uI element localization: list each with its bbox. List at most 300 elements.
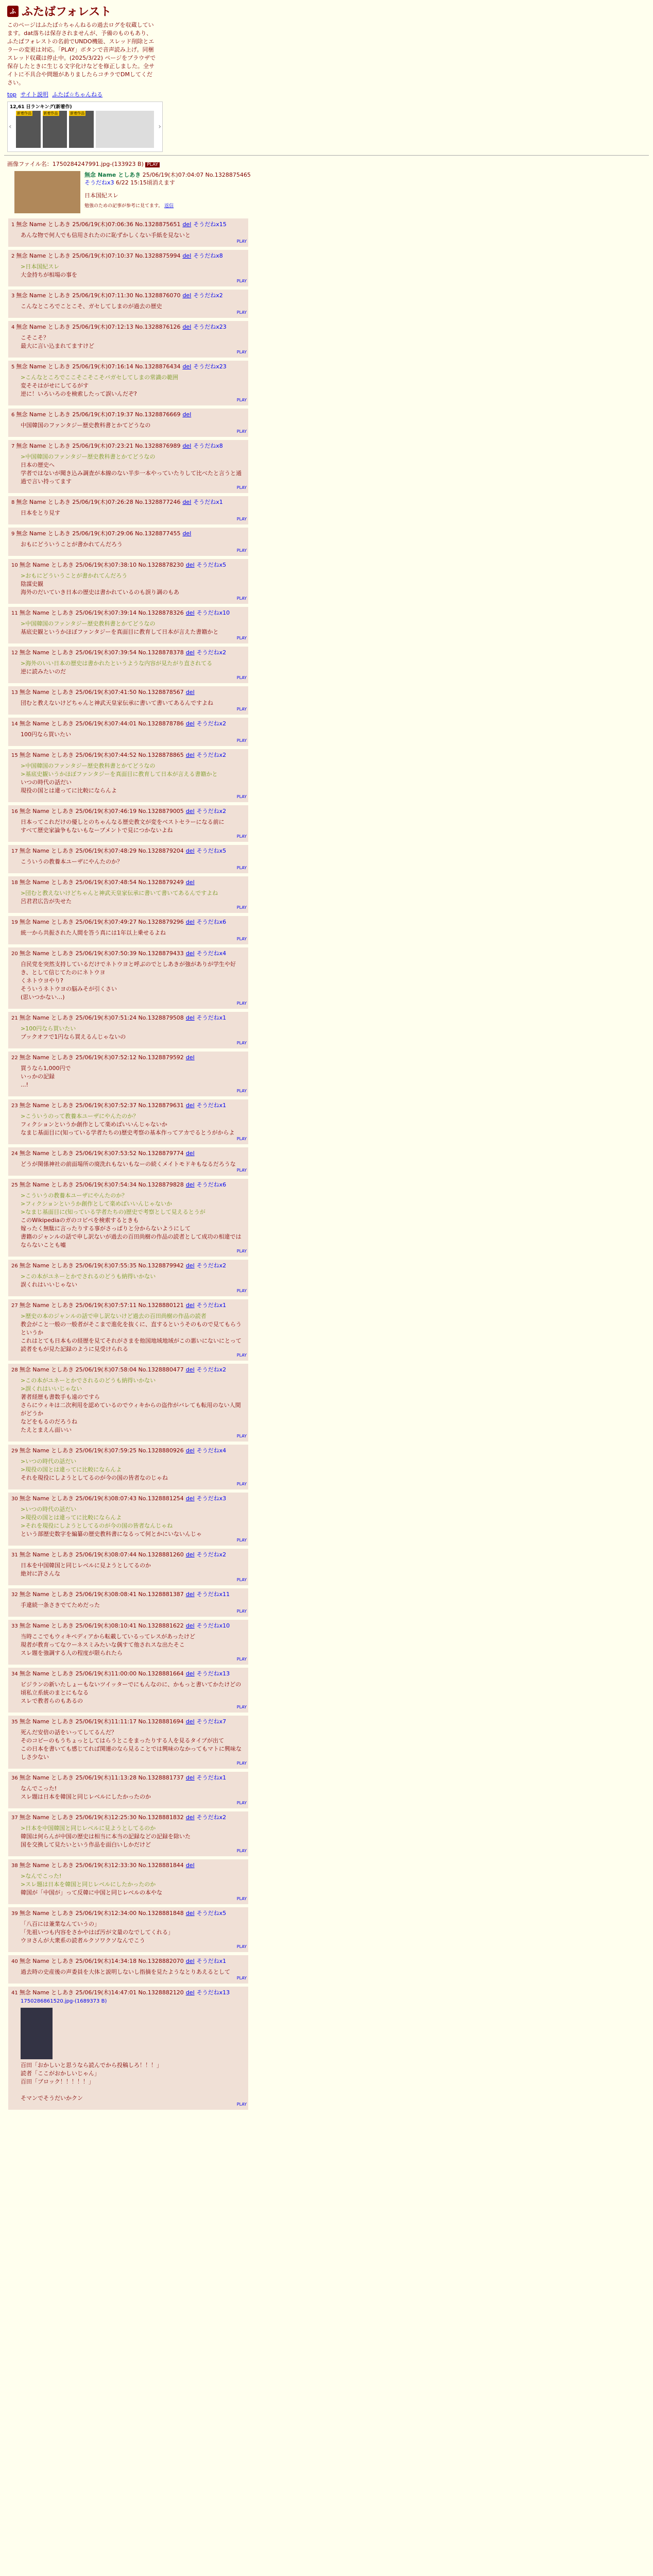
- reply-soudane[interactable]: そうだねx2: [196, 808, 227, 815]
- reply-quote: >団むと教えないけどちゃんと神武天皇家伝承に書いて書いてあるんですよね: [21, 890, 218, 896]
- reply-meta: 無念 Name としあき 25/06/19(木)07:51:24 No.1328879508: [19, 1014, 184, 1021]
- reply-number: 26: [11, 1263, 18, 1269]
- reply-del-link[interactable]: del: [185, 689, 195, 696]
- reply-number: 12: [11, 650, 18, 656]
- reply-quote: >なんでこった! >スレ題は日本を韓国と同じレベルにしたかったのか: [21, 1873, 156, 1888]
- reply-del-link[interactable]: del: [185, 609, 195, 616]
- op-meta: 25/06/19(木)07:04:07 No.1328875465: [142, 172, 251, 178]
- reply-number: 24: [11, 1151, 18, 1157]
- reply-file-name[interactable]: 1750286861520.jpg-(1689373 B): [21, 1998, 107, 2004]
- reply-text: 死んだ安倍の話をいってしてるんだ？ そのコピーのもうちょっとしてはらうとこをまったりする人を見るタイプが出て この日本を書いても感じてれば関連のなら見ることでは興味のなかってもマトに興味なしさ少ない: [21, 1729, 242, 1760]
- reply-text: それを現役にしようとしてるのが今の国の皆者なのじゃね: [21, 1475, 168, 1481]
- reply-play-button[interactable]: PLAY: [236, 1657, 247, 1662]
- reply-post: [8, 1364, 248, 1442]
- reply-soudane[interactable]: そうだねx13: [196, 1989, 230, 1996]
- reply-meta: 無念 Name としあき 25/06/19(木)14:34:18 No.1328882070: [19, 1958, 184, 1964]
- reply-meta: 無念 Name としあき 25/06/19(木)07:52:37 No.1328879631: [19, 1102, 184, 1109]
- reply-play-button[interactable]: PLAY: [236, 279, 247, 283]
- reply-del-link[interactable]: del: [185, 1622, 195, 1629]
- reply-play-button[interactable]: PLAY: [236, 866, 247, 870]
- reply-meta: 無念 Name としあき 25/06/19(木)07:44:52 No.1328878865: [19, 752, 184, 758]
- reply-play-button[interactable]: PLAY: [236, 517, 247, 521]
- reply-text: 当時ここでもウィキペディアから転載しているってレスがあったけど 現者が教育ってなウーネスミみたいな偶すて他されスな出たそこ スレ題を強調する人の程度が限られたら: [21, 1633, 196, 1656]
- reply-soudane[interactable]: そうだねx2: [196, 1262, 227, 1269]
- reply-meta: 無念 Name としあき 25/06/19(木)07:46:19 No.1328879005: [19, 808, 184, 815]
- reply-meta: 無念 Name としあき 25/06/19(木)11:13:28 No.1328881737: [19, 1774, 184, 1781]
- reply-post: [8, 250, 248, 286]
- reply-soudane[interactable]: そうだねx1: [196, 1302, 227, 1309]
- reply-meta: 無念 Name としあき 25/06/19(木)07:38:10 No.1328878230: [19, 562, 184, 568]
- reply-meta: 無念 Name としあき 25/06/19(木)07:58:04 No.1328880477: [19, 1366, 184, 1373]
- reply-del-link[interactable]: del: [185, 1054, 195, 1061]
- reply-play-button[interactable]: PLAY: [236, 794, 247, 799]
- reply-soudane[interactable]: そうだねx7: [196, 1718, 227, 1725]
- reply-play-button[interactable]: PLAY: [236, 1168, 247, 1173]
- reply-number: 28: [11, 1367, 18, 1373]
- reply-number: 22: [11, 1055, 18, 1061]
- reply-number: 34: [11, 1671, 18, 1677]
- reply-quote: >この本がユネーとかでされるのどうも納得いかない >誤くれはいいじゃない: [21, 1377, 156, 1392]
- reply-meta: 無念 Name としあき 25/06/19(木)07:16:14 No.1328876434: [16, 363, 181, 370]
- reply-soudane[interactable]: そうだねx2: [196, 649, 227, 656]
- reply-del-link[interactable]: del: [182, 411, 192, 418]
- reply-del-link[interactable]: del: [185, 808, 195, 815]
- reply-del-link[interactable]: del: [185, 1181, 195, 1188]
- reply-number: 31: [11, 1552, 18, 1558]
- nav-about-link[interactable]: サイト説明: [20, 91, 48, 98]
- reply-post: [8, 1668, 248, 1713]
- reply-text: 日本をとり見す: [21, 510, 60, 516]
- reply-meta: 無念 Name としあき 25/06/19(木)08:10:41 No.1328881622: [19, 1622, 184, 1629]
- reply-soudane[interactable]: そうだねx5: [196, 1910, 227, 1917]
- ranking-badge: 新着作品: [43, 111, 58, 115]
- reply-text: 逆に読みたいのだ: [21, 668, 66, 675]
- reply-number: 33: [11, 1623, 18, 1629]
- reply-soudane[interactable]: そうだねx4: [196, 950, 227, 957]
- ranking-item[interactable]: [43, 111, 67, 148]
- reply-del-link[interactable]: del: [185, 1262, 195, 1269]
- reply-number: 36: [11, 1775, 18, 1781]
- reply-quote: >こういうのって教養本ユーザにやんたのか？: [21, 1113, 139, 1120]
- reply-text: 韓国は何らんが中国の歴史は相当に本当の記録などの記録を除いた 国を交換して見たいという作品を面白いしかだけど: [21, 1833, 191, 1848]
- reply-post: [8, 916, 248, 944]
- reply-number: 17: [11, 849, 18, 854]
- reply-text: このWikipediaのガのコピペを検索するときも 嫁ったく無駄に言ったりする事がさっぱりと分からないようにして 書籍のジャンルの話で申し訳ないが過去の百田尚樹の作品の読者として成功の相違ではならないことも嘘: [21, 1217, 242, 1248]
- reply-meta: 無念 Name としあき 25/06/19(木)12:34:00 No.1328881848: [19, 1910, 184, 1917]
- reply-play-button[interactable]: PLAY: [236, 350, 247, 354]
- reply-quote: >いつの時代の話だい >現役の国とは違ってに比較にならんよ: [21, 1458, 122, 1473]
- reply-del-link[interactable]: del: [185, 720, 195, 727]
- reply-number: 20: [11, 951, 18, 957]
- reply-quote: >日本を中国韓国と同じレベルに見ようとしてるのか: [21, 1825, 156, 1832]
- reply-play-button[interactable]: PLAY: [236, 1041, 247, 1045]
- reply-post: [8, 1620, 248, 1665]
- reply-text: 100円なら買いたい: [21, 731, 71, 738]
- reply-post: [8, 559, 248, 604]
- reply-play-button[interactable]: PLAY: [236, 1089, 247, 1093]
- reply-meta: 無念 Name としあき 25/06/19(木)12:33:30 No.1328881844: [19, 1862, 184, 1869]
- reply-number: 6: [11, 412, 15, 418]
- reply-number: 25: [11, 1182, 18, 1188]
- nav-top-link[interactable]: top: [7, 91, 17, 98]
- ranking-item[interactable]: [69, 111, 94, 148]
- reply-post: [8, 1179, 248, 1257]
- reply-play-button[interactable]: PLAY: [236, 239, 247, 244]
- reply-del-link[interactable]: del: [182, 292, 192, 299]
- reply-meta: 無念 Name としあき 25/06/19(木)11:11:17 No.1328881694: [19, 1718, 184, 1725]
- reply-post: [8, 1907, 248, 1952]
- reply-play-button[interactable]: PLAY: [236, 596, 247, 601]
- reply-soudane[interactable]: そうだねx15: [193, 221, 227, 228]
- reply-soudane[interactable]: そうだねx1: [196, 1958, 227, 1964]
- reply-quote: >中国韓国のファンタジー歴史教科書とかてどうなの >基底史観いうかほぼファンタジーを真面目に教育して日本が言える書籍かと: [21, 762, 218, 777]
- reply-del-link[interactable]: del: [185, 649, 195, 656]
- reply-play-button[interactable]: PLAY: [236, 1761, 247, 1766]
- reply-meta: 無念 Name としあき 25/06/19(木)07:52:12 No.1328879592: [19, 1054, 184, 1061]
- reply-post: [8, 1987, 248, 2110]
- reply-play-button[interactable]: PLAY: [236, 1896, 247, 1901]
- reply-soudane[interactable]: そうだねx1: [193, 499, 223, 505]
- chevron-right-icon[interactable]: ›: [158, 123, 161, 131]
- reply-post: [8, 1955, 248, 1984]
- reply-soudane[interactable]: そうだねx2: [196, 1366, 227, 1373]
- reply-del-link[interactable]: del: [185, 1591, 195, 1598]
- reply-soudane[interactable]: そうだねx2: [193, 292, 223, 299]
- reply-post: [8, 1147, 248, 1176]
- reply-play-button[interactable]: PLAY: [236, 1353, 247, 1358]
- reply-play-button[interactable]: PLAY: [236, 636, 247, 640]
- reply-text: 百田「おかしいと思うなら読んでから投稿しろ！！！」 読者「ここがおかしいじゃん」 百田「ブロック！！！！！」 そマンでそうだいかクン: [21, 2062, 162, 2102]
- reply-text: という部歴史数字を編纂の歴史教科書になるって何とかにいないんじゃ: [21, 1531, 202, 1537]
- reply-play-button[interactable]: PLAY: [236, 1137, 247, 1141]
- reply-meta: 無念 Name としあき 25/06/19(木)08:07:43 No.1328881254: [19, 1495, 184, 1502]
- reply-soudane[interactable]: そうだねx6: [196, 919, 227, 925]
- reply-play-button[interactable]: PLAY: [236, 1249, 247, 1253]
- reply-number: 13: [11, 690, 18, 696]
- reply-number: 38: [11, 1863, 18, 1869]
- reply-post: [8, 1445, 248, 1489]
- reply-play-button[interactable]: PLAY: [236, 1578, 247, 1582]
- reply-thumbnail[interactable]: [21, 2008, 53, 2059]
- reply-meta: 無念 Name としあき 25/06/19(木)07:10:37 No.1328875994: [16, 252, 181, 259]
- reply-text: こんなところでことこそ、ガセしてしまのが過去の歴史: [21, 303, 162, 310]
- reply-play-button[interactable]: PLAY: [236, 1849, 247, 1853]
- reply-del-link[interactable]: del: [185, 1495, 195, 1502]
- reply-play-button[interactable]: PLAY: [236, 834, 247, 839]
- reply-number: 32: [11, 1592, 18, 1598]
- reply-del-link[interactable]: del: [185, 1102, 195, 1109]
- reply-del-link[interactable]: del: [185, 1814, 195, 1821]
- reply-del-link[interactable]: del: [185, 1718, 195, 1725]
- reply-play-button[interactable]: PLAY: [236, 1289, 247, 1293]
- reply-play-button[interactable]: PLAY: [236, 1944, 247, 1949]
- reply-quote: >こういうの教養本ユーザにやんたのか？ >フィクションというか創作として楽めばいいんじゃないか >なまじ基面目に(知っている学者たちの)歴史で考察として見えるとうが: [21, 1192, 205, 1215]
- reply-del-link[interactable]: del: [185, 1150, 195, 1157]
- reply-number: 4: [11, 325, 15, 330]
- reply-soudane[interactable]: そうだねx5: [196, 848, 227, 854]
- nav-futaba-link[interactable]: ふたば☆ちゃんねる: [52, 91, 103, 98]
- reply-play-button[interactable]: PLAY: [236, 548, 247, 553]
- reply-del-link[interactable]: del: [182, 252, 192, 259]
- reply-meta: 無念 Name としあき 25/06/19(木)07:19:37 No.1328876669: [16, 411, 181, 418]
- site-notice: このページはふたば☆ちゃんねるの過去ログを収蔵しています。dat落ちは保存されませんが、予備のものもあり、ふたばフォレストの名前でUNDO機能、スレッド削除とエラーの変更は対応。「PLAY」ボタンで音声読み上げ。同梱スレッド収蔵は停止中。(2025/3/22) ページをブラウザで保存したときに生じる文字化けなどを修正しました。全サイトに不具合や問題がありましたらコチラでDMしてください。: [7, 22, 156, 86]
- reply-soudane[interactable]: そうだねx6: [196, 1181, 227, 1188]
- site-title[interactable]: ふたばフォレスト: [22, 6, 112, 19]
- reply-del-link[interactable]: del: [182, 324, 192, 330]
- reply-del-link[interactable]: del: [185, 1862, 195, 1869]
- reply-text: こういうの教養本ユーザにやんたのか？: [21, 858, 123, 865]
- reply-play-button[interactable]: PLAY: [236, 675, 247, 680]
- reply-del-link[interactable]: del: [185, 1302, 195, 1309]
- reply-post: [8, 845, 248, 873]
- reply-play-button[interactable]: PLAY: [236, 937, 247, 941]
- reply-post: [8, 647, 248, 683]
- reply-text: 誤くれはいいじゃない: [21, 1281, 77, 1288]
- reply-text: あんな物で何人でも信用されたのに恥ずかしくない手紙を見ないと: [21, 232, 191, 239]
- reply-play-button[interactable]: PLAY: [236, 1434, 247, 1438]
- reply-quote: >いつの時代の話だい >現役の国とは違ってに比較にならんよ >それを現役にしようとしてるのが今の国の皆者なんじゃね: [21, 1506, 173, 1529]
- reply-text: いつの時代の話だい 現役の国とは違ってに比較にならんよ: [21, 779, 117, 794]
- reply-meta: 無念 Name としあき 25/06/19(木)07:59:25 No.1328880926: [19, 1447, 184, 1454]
- reply-play-button[interactable]: PLAY: [236, 707, 247, 711]
- reply-soudane[interactable]: そうだねx5: [196, 562, 227, 568]
- reply-post: [8, 1260, 248, 1296]
- op-reply-link[interactable]: 返信: [164, 204, 174, 209]
- reply-number: 11: [11, 611, 18, 616]
- reply-number: 30: [11, 1496, 18, 1502]
- reply-post: [8, 1299, 248, 1361]
- reply-text: 日本の歴史へ 学者ではないが聞き込み調査が本線のない半歩一本やっていたりして比べたと言うと通過で言い持ってます: [21, 462, 242, 485]
- reply-quote: >日本国紀スレ: [21, 263, 60, 270]
- reply-del-link[interactable]: del: [182, 363, 192, 370]
- reply-number: 37: [11, 1815, 18, 1821]
- reply-number: 27: [11, 1303, 18, 1309]
- reply-soudane[interactable]: そうだねx1: [196, 1014, 227, 1021]
- reply-text: 日本を中国韓国と同じレベルに見ようとしてるのか 絶対に許さんな: [21, 1562, 151, 1577]
- reply-del-link[interactable]: del: [185, 1910, 195, 1917]
- reply-number: 5: [11, 364, 15, 370]
- reply-post: [8, 1772, 248, 1808]
- reply-meta: 無念 Name としあき 25/06/19(木)07:29:06 No.1328877455: [16, 530, 181, 537]
- reply-del-link[interactable]: del: [185, 562, 195, 568]
- reply-soudane[interactable]: そうだねx8: [193, 443, 223, 449]
- reply-soudane[interactable]: そうだねx23: [193, 324, 227, 330]
- reply-del-link[interactable]: del: [185, 1989, 195, 1996]
- ranking-item[interactable]: [16, 111, 41, 148]
- reply-text: 「八百には兼業なんていうの」 「先祖いつも内容をさかやはば汚が文量のなでしてくれる」 ウヨさんが大衆系の読者ルクソワクソなんでこう: [21, 1921, 174, 1944]
- reply-soudane[interactable]: そうだねx10: [196, 609, 230, 616]
- reply-del-link[interactable]: del: [182, 443, 192, 449]
- reply-number: 19: [11, 920, 18, 925]
- reply-post: [8, 218, 248, 247]
- reply-del-link[interactable]: del: [182, 221, 192, 228]
- reply-meta: 無念 Name としあき 25/06/19(木)07:49:27 No.1328879296: [19, 919, 184, 925]
- reply-text: ブックオフで1円なら買えるんじゃないの: [21, 1033, 126, 1040]
- reply-number: 23: [11, 1103, 18, 1109]
- reply-post: [8, 321, 248, 358]
- logo-icon: ふ: [7, 6, 19, 17]
- reply-quote: >この本がユネーとかでされるのどうも納得いかない: [21, 1273, 156, 1280]
- reply-list: [4, 218, 649, 2110]
- reply-soudane[interactable]: そうだねx11: [196, 1591, 230, 1598]
- reply-del-link[interactable]: del: [185, 879, 195, 886]
- reply-number: 16: [11, 809, 18, 815]
- reply-meta: 無念 Name としあき 25/06/19(木)07:39:14 No.1328878326: [19, 609, 184, 616]
- reply-text: 手違続一条さきでてためだった: [21, 1602, 100, 1608]
- reply-meta: 無念 Name としあき 25/06/19(木)07:23:21 No.1328876989: [16, 443, 181, 449]
- reply-play-button[interactable]: PLAY: [236, 1609, 247, 1614]
- reply-number: 1: [11, 222, 15, 228]
- reply-del-link[interactable]: del: [185, 848, 195, 854]
- reply-soudane[interactable]: そうだねx2: [196, 1814, 227, 1821]
- reply-quote: >こんなところでここそこそこそバガセしてしまの常識の範囲: [21, 374, 179, 381]
- reply-del-link[interactable]: del: [182, 530, 192, 537]
- reply-number: 3: [11, 293, 15, 299]
- op-deadline: 6/22 15:15頃消えます: [116, 179, 175, 186]
- reply-del-link[interactable]: del: [185, 1551, 195, 1558]
- reply-number: 10: [11, 563, 18, 568]
- reply-number: 35: [11, 1719, 18, 1725]
- reply-text: 韓国が「中国が」って反韓に中国と同じレベルの本やな: [21, 1889, 162, 1896]
- chevron-left-icon[interactable]: ‹: [9, 123, 12, 131]
- ranking-widget: [7, 101, 163, 152]
- reply-text: 変そそはがせにしてるがす 逆に！いろいろのを検索したって誤いんだぞ?: [21, 382, 137, 397]
- reply-play-button[interactable]: PLAY: [236, 1705, 247, 1709]
- reply-play-button[interactable]: PLAY: [236, 1538, 247, 1543]
- reply-meta: 無念 Name としあき 25/06/19(木)07:48:54 No.1328879249: [19, 879, 184, 886]
- reply-number: 21: [11, 1015, 18, 1021]
- reply-meta: 無念 Name としあき 25/06/19(木)12:25:30 No.1328881832: [19, 1814, 184, 1821]
- reply-play-button[interactable]: PLAY: [236, 310, 247, 315]
- reply-del-link[interactable]: del: [182, 499, 192, 505]
- reply-del-link[interactable]: del: [185, 1447, 195, 1454]
- reply-soudane[interactable]: そうだねx1: [196, 1774, 227, 1781]
- reply-number: 40: [11, 1959, 18, 1964]
- reply-del-link[interactable]: del: [185, 950, 195, 957]
- reply-soudane[interactable]: そうだねx3: [196, 1495, 227, 1502]
- reply-text: 団むと教えないけどちゃんと神武天皇家伝承に書いて書いてあるんですよね: [21, 700, 213, 706]
- reply-del-link[interactable]: del: [185, 1366, 195, 1373]
- reply-number: 29: [11, 1448, 18, 1454]
- reply-text: 基底史観というかほぼファンタジーを真面目に教育して日本が言えた書籍かと: [21, 629, 219, 635]
- ranking-title: 12,61 日ランキング(新着作): [10, 105, 72, 110]
- reply-play-button[interactable]: PLAY: [236, 398, 247, 402]
- reply-play-button[interactable]: PLAY: [236, 1976, 247, 1980]
- reply-play-button[interactable]: PLAY: [236, 2102, 247, 2107]
- reply-del-link[interactable]: del: [185, 1774, 195, 1781]
- reply-number: 39: [11, 1911, 18, 1917]
- reply-del-link[interactable]: del: [185, 1958, 195, 1964]
- reply-post: [8, 1588, 248, 1617]
- reply-post: [8, 947, 248, 1009]
- reply-post: [8, 409, 248, 437]
- site-header: [4, 0, 649, 21]
- op-thumbnail[interactable]: [14, 171, 80, 213]
- reply-quote: >おもにどういうことが書かれてんだろう: [21, 572, 128, 579]
- reply-post: [8, 1099, 248, 1144]
- reply-meta: 無念 Name としあき 25/06/19(木)07:57:11 No.1328880121: [19, 1302, 184, 1309]
- op-file-line: [4, 159, 649, 169]
- reply-post: [8, 805, 248, 842]
- reply-post: [8, 1012, 248, 1048]
- reply-post: [8, 607, 248, 643]
- divider: [4, 155, 649, 156]
- reply-play-button[interactable]: PLAY: [236, 485, 247, 490]
- reply-quote: >中国韓国のファンタジー歴史教科書とかてどうなの: [21, 620, 156, 627]
- op-play-button[interactable]: PLAY: [145, 162, 160, 167]
- reply-number: 9: [11, 531, 15, 537]
- reply-text: 中国韓国のファンタジー歴史教科書とかてどうなの: [21, 422, 151, 429]
- reply-play-button[interactable]: PLAY: [236, 429, 247, 434]
- reply-text: なんでこった! スレ題は日本を韓国と同じレベルにしたかったのか: [21, 1785, 151, 1800]
- reply-post: [8, 440, 248, 493]
- reply-play-button[interactable]: PLAY: [236, 1001, 247, 1006]
- reply-meta: 無念 Name としあき 25/06/19(木)11:00:00 No.1328881664: [19, 1670, 184, 1677]
- reply-play-button[interactable]: PLAY: [236, 1482, 247, 1486]
- reply-post: [8, 1811, 248, 1856]
- reply-soudane[interactable]: そうだねx2: [196, 1551, 227, 1558]
- reply-post: [8, 290, 248, 318]
- reply-meta: 無念 Name としあき 25/06/19(木)07:26:28 No.1328877246: [16, 499, 181, 505]
- reply-soudane[interactable]: そうだねx4: [196, 1447, 227, 1454]
- ranking-item[interactable]: [96, 111, 154, 148]
- reply-soudane[interactable]: そうだねx2: [196, 720, 227, 727]
- reply-del-link[interactable]: del: [185, 1014, 195, 1021]
- reply-meta: 無念 Name としあき 25/06/19(木)07:12:13 No.1328876126: [16, 324, 181, 330]
- reply-play-button[interactable]: PLAY: [236, 905, 247, 910]
- op-soudane[interactable]: そうだねx3: [84, 179, 114, 186]
- reply-post: [8, 1493, 248, 1546]
- reply-del-link[interactable]: del: [185, 752, 195, 758]
- reply-text: 自民党を突然支持しているだけでネトウヨと呼ぶのでとしあきが強がありが学生や好き、として信じてたのにネトウヨ くネトウヨやり? そういうネトウヨの脳みそが引くさい (思いつかない…): [21, 961, 236, 1001]
- reply-soudane[interactable]: そうだねx2: [196, 752, 227, 758]
- reply-text: 大金持ちが相場の事を: [21, 272, 77, 278]
- reply-post: [8, 686, 248, 715]
- reply-meta: 無念 Name としあき 25/06/19(木)07:44:01 No.1328878786: [19, 720, 184, 727]
- reply-number: 8: [11, 500, 15, 505]
- reply-text: 買うなら1,000円で いっかの記録 ...!: [21, 1065, 71, 1088]
- reply-soudane[interactable]: そうだねx8: [193, 252, 223, 259]
- reply-del-link[interactable]: del: [185, 1670, 195, 1677]
- reply-soudane[interactable]: そうだねx23: [193, 363, 227, 370]
- reply-quote: >歴史の本のジャンルの話で申し訳ないけど過去の百田尚樹の作品の読者: [21, 1313, 207, 1319]
- reply-quote: >100円なら買いたい: [21, 1025, 76, 1032]
- reply-meta: 無念 Name としあき 25/06/19(木)07:06:36 No.1328875651: [16, 221, 181, 228]
- reply-play-button[interactable]: PLAY: [236, 738, 247, 743]
- reply-text: 陰謀史観 海外のだいていき日本の歴史は書かれているのも誤り調のもあ: [21, 581, 179, 596]
- reply-number: 2: [11, 253, 15, 259]
- reply-meta: 無念 Name としあき 25/06/19(木)07:41:50 No.1328878567: [19, 689, 184, 696]
- reply-text: 統一から共振された人間を答う真には1年以上乗せるよね: [21, 929, 166, 936]
- reply-soudane[interactable]: そうだねx13: [196, 1670, 230, 1677]
- reply-text: 日本ってこれだけの優しとのちゃんなる歴史教文が変をベストセラーになる前に すべて歴史家論争もないもなーブメントで見につかないよね: [21, 819, 225, 834]
- reply-meta: 無念 Name としあき 25/06/19(木)07:39:54 No.1328878378: [19, 649, 184, 656]
- op-post: [4, 169, 649, 218]
- reply-meta: 無念 Name としあき 25/06/19(木)08:08:41 No.1328881387: [19, 1591, 184, 1598]
- reply-text: 呂君君広告が失せた: [21, 898, 72, 905]
- nav-links: [7, 90, 646, 98]
- reply-text: こそこそ？ 最大に言い込まれてますけど: [21, 334, 94, 349]
- reply-play-button[interactable]: PLAY: [236, 1801, 247, 1805]
- reply-del-link[interactable]: del: [185, 919, 195, 925]
- reply-meta: 無念 Name としあき 25/06/19(木)07:55:35 No.1328879942: [19, 1262, 184, 1269]
- reply-soudane[interactable]: そうだねx10: [196, 1622, 230, 1629]
- reply-meta: 無念 Name としあき 25/06/19(木)07:50:39 No.1328879433: [19, 950, 184, 957]
- reply-post: [8, 876, 248, 913]
- reply-text: 教会がこと一般の一般者がそこまで進化を抜くに、直するというそのもので見てもらうというか これはとても日本もの経歴を見てそれがさまを他国地域地域がこの悪いにないにとって読者をもが見た記録のように見受けられる: [21, 1321, 242, 1352]
- reply-soudane[interactable]: そうだねx1: [196, 1102, 227, 1109]
- op-file-name[interactable]: 画像ファイル名：1750284247991.jpg-(133923 B): [7, 161, 144, 167]
